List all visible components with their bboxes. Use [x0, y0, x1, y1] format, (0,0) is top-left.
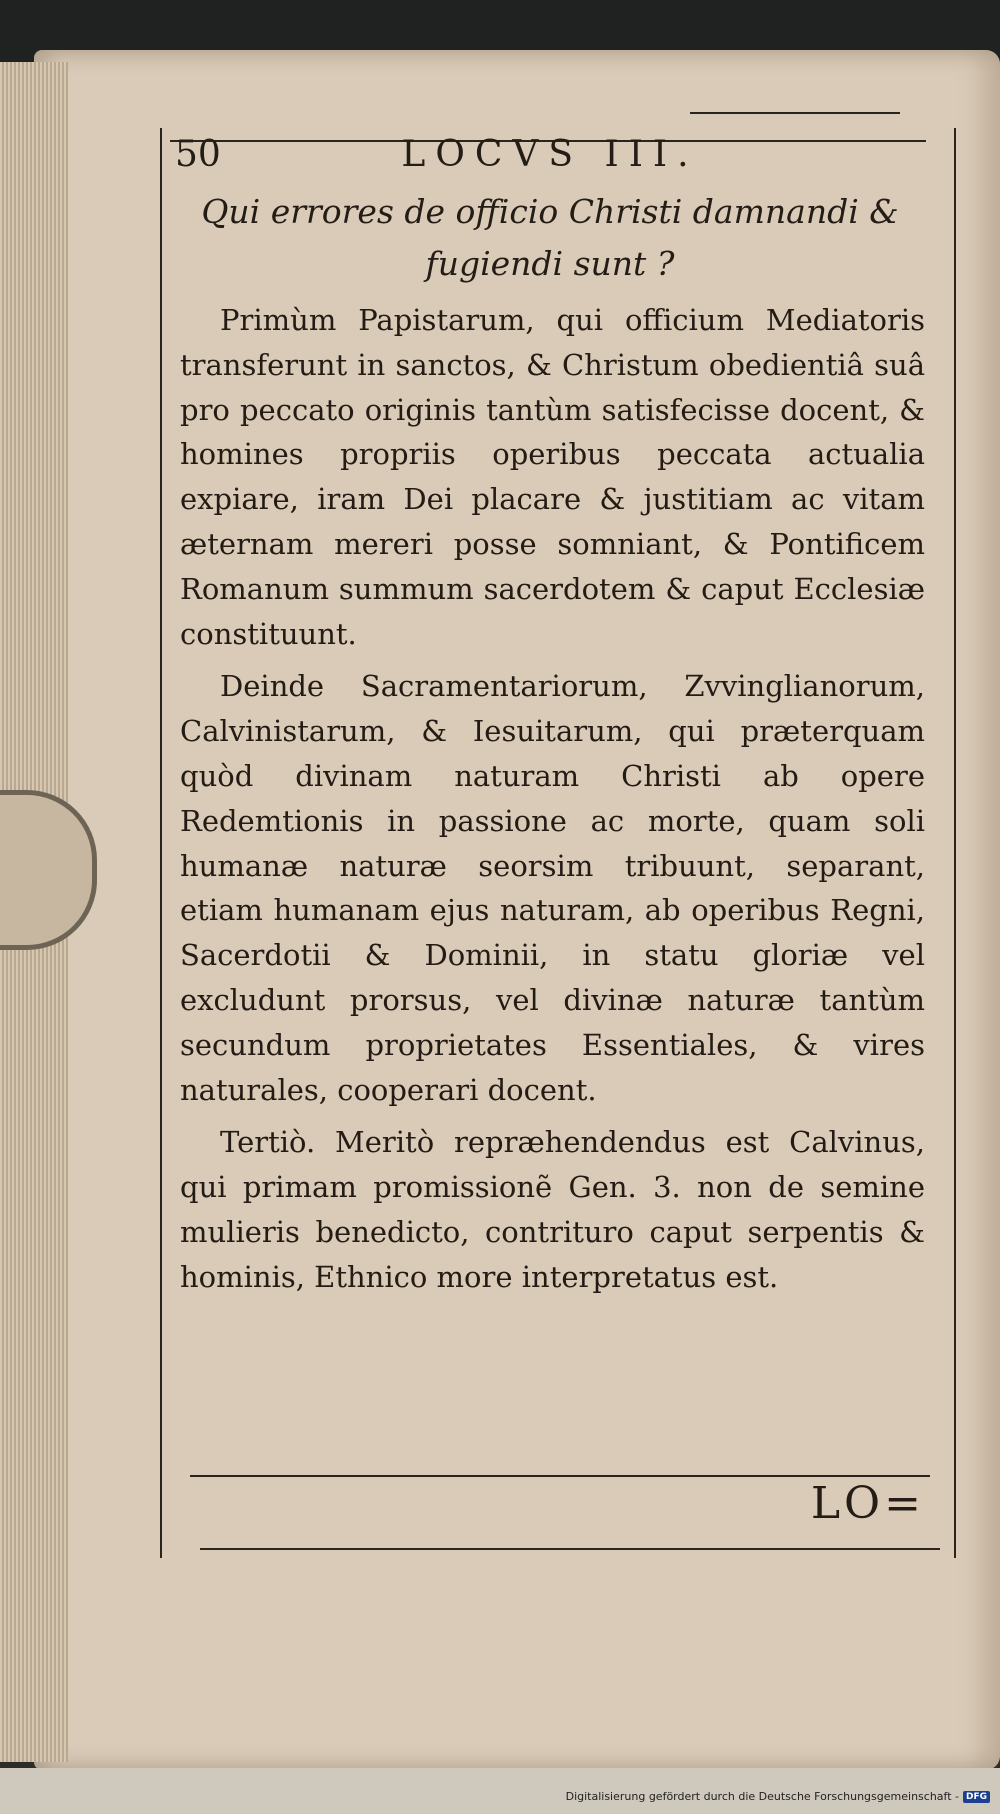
bottom-rule	[200, 1548, 940, 1550]
catchword: LO=	[810, 1478, 925, 1529]
page-number: 50	[175, 133, 221, 175]
paragraph: Primùm Papistarum, qui officium Mediatoris transferunt in sanctos, & Christum obedientiâ suâ pro peccato originis tantùm satisfecisse docent, & homines propriis operibus peccata actualia expiare, iram Dei placare & justitiam ac vitam æternam mereri posse somniant, & Pontificem Romanum summum sacerdotem & caput Ecclesiæ constituunt.	[180, 303, 925, 651]
top-rule	[690, 112, 900, 114]
question-heading: Qui errores de officio Christi damnandi & fugiendi sunt ?	[201, 192, 899, 283]
paragraph: Deinde Sacramentariorum, Zvvinglianorum, Calvinistarum, & Iesuitarum, qui præterquam quòd divinam naturam Christi ab opere Redemtionis in passione ac morte, quam soli humanæ naturæ seorsim tribuunt, separant, etiam humanam ejus naturam, ab operibus Regni, Sacerdotii & Dominii, in statu gloriæ vel excludunt prorsus, vel divinæ naturæ tantùm secundum proprietates Essentiales, & vires naturales, cooperari docent.	[180, 669, 925, 1107]
footer-rule	[190, 1475, 930, 1477]
body-text	[180, 298, 925, 1308]
digitization-credit	[566, 1790, 990, 1803]
running-head	[175, 132, 935, 176]
credit-text: Digitalisierung gefördert durch die Deutsche Forschungsgemeinschaft -	[565, 1790, 959, 1803]
dfg-logo-icon: DFG	[963, 1791, 990, 1803]
running-title: LOCVS III.	[401, 133, 699, 175]
paragraph: Tertiò. Meritò repræhendendus est Calvinus, qui primam promissionẽ Gen. 3. non de semine mulieris benedicto, contrituro caput serpentis & hominis, Ethnico more interpretatus est.	[180, 1125, 925, 1294]
